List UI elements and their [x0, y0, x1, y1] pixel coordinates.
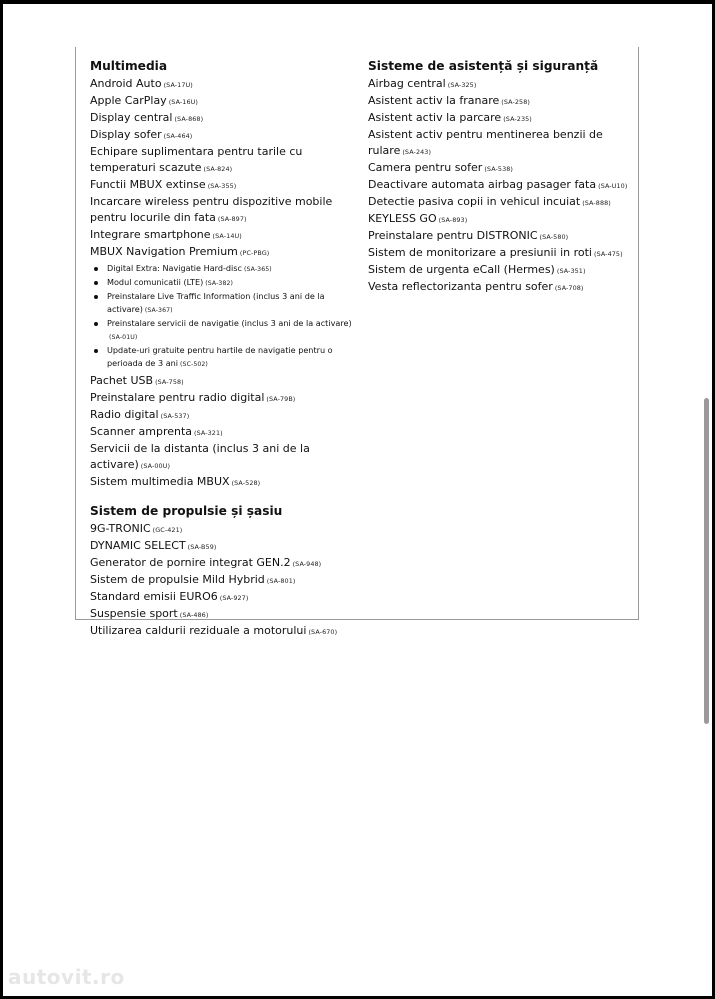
- item-code: (SA-948): [292, 560, 322, 568]
- item-label: 9G-TRONIC: [90, 522, 151, 535]
- item-code: (SA-00U): [140, 462, 171, 470]
- item-label: Utilizarea caldurii reziduale a motorului: [90, 624, 307, 637]
- list-item: [90, 623, 352, 640]
- list-item: [368, 194, 628, 211]
- list-item: [90, 144, 352, 177]
- item-code: (SA-580): [539, 233, 569, 241]
- item-code: (SA-868): [174, 115, 204, 123]
- item-code: (SA-486): [179, 611, 209, 619]
- item-label: Android Auto: [90, 77, 162, 90]
- item-label: KEYLESS GO: [368, 212, 437, 225]
- item-label: Preinstalare pentru DISTRONIC: [368, 229, 538, 242]
- item-label: Asistent activ la parcare: [368, 111, 502, 124]
- item-code: (SA-325): [447, 81, 477, 89]
- item-label: Generator de pornire integrat GEN.2: [90, 556, 291, 569]
- item-label: Sistem de monitorizare a presiunii in roti: [368, 246, 592, 259]
- watermark-logo: autovit.ro: [8, 965, 125, 989]
- list-item: [368, 127, 628, 160]
- scrollbar-thumb[interactable]: [704, 398, 709, 724]
- sub-item-code: (SC-502): [180, 361, 208, 368]
- list-item: [90, 572, 352, 589]
- list-item: [90, 521, 352, 538]
- list-item: [90, 407, 352, 424]
- item-code: (SA-927): [219, 594, 249, 602]
- item-label: Sistem de urgenta eCall (Hermes): [368, 263, 555, 276]
- item-code: (GC-421): [152, 526, 183, 534]
- item-code: (SA-893): [438, 216, 468, 224]
- item-code: (SA-708): [554, 284, 584, 292]
- sub-item-code: (SA-367): [144, 307, 173, 314]
- list-item: [90, 441, 352, 474]
- sub-item-label: Update-uri gratuite pentru hartile de navigatie pentru o perioada de 3 ani: [107, 345, 333, 368]
- item-code: (SA-258): [501, 98, 530, 106]
- item-code: (SA-16U): [168, 98, 199, 106]
- item-code: (SA-243): [402, 148, 432, 156]
- item-code: (SA-475): [593, 250, 623, 258]
- item-label: Asistent activ la franare: [368, 94, 500, 107]
- item-label: Preinstalare pentru radio digital: [90, 391, 265, 404]
- item-code: (SA-B59): [187, 543, 217, 551]
- item-label: Suspensie sport: [90, 607, 178, 620]
- item-label: Airbag central: [368, 77, 446, 90]
- list-item: [90, 244, 352, 261]
- sub-item-code: (SA-01U): [109, 334, 138, 341]
- item-code: (SA-351): [556, 267, 586, 275]
- item-code: (SA-14U): [212, 232, 242, 240]
- list-item: [90, 474, 352, 491]
- section-title: Multimedia: [90, 59, 168, 73]
- list-item: [90, 110, 352, 127]
- list-item: [90, 76, 352, 93]
- item-label: Display sofer: [90, 128, 162, 141]
- list-item: [368, 279, 628, 296]
- item-label: Integrare smartphone: [90, 228, 211, 241]
- item-code: (SA-897): [217, 215, 247, 223]
- equipment-card: [75, 47, 639, 637]
- list-item: [368, 110, 628, 127]
- list-item: [90, 390, 352, 407]
- item-code: (SA-17U): [163, 81, 193, 89]
- list-item: [90, 606, 352, 623]
- sub-list-item: [90, 317, 352, 344]
- item-label: Scanner amprenta: [90, 425, 193, 438]
- list-item: [90, 177, 352, 194]
- sub-item-code: (SA-365): [243, 266, 272, 273]
- list-item: [368, 93, 628, 110]
- item-code: (SA-758): [155, 378, 184, 386]
- item-label: Vesta reflectorizanta pentru sofer: [368, 280, 553, 293]
- item-code: (SA-538): [484, 165, 514, 173]
- sub-list-item: [90, 262, 352, 276]
- item-label: MBUX Navigation Premium: [90, 245, 238, 258]
- list-item: [368, 245, 628, 262]
- item-code: (SA-537): [160, 412, 190, 420]
- left-column: [90, 59, 352, 640]
- sub-list-item: [90, 344, 352, 371]
- section-title: Sistem de propulsie și șasiu: [90, 504, 283, 518]
- item-label: Apple CarPlay: [90, 94, 167, 107]
- list-item: [90, 555, 352, 572]
- item-label: Servicii de la distanta (inclus 3 ani de la activare): [90, 442, 310, 471]
- list-item: [90, 589, 352, 606]
- list-item: [368, 262, 628, 279]
- right-column: [368, 59, 628, 296]
- item-code: (SA-464): [163, 132, 193, 140]
- list-item: [90, 424, 352, 441]
- list-item: [90, 127, 352, 144]
- item-label: Pachet USB: [90, 374, 154, 387]
- section-title: Sisteme de asistență și siguranță: [368, 59, 599, 73]
- item-label: Deactivare automata airbag pasager fata: [368, 178, 597, 191]
- item-code: (SA-528): [231, 479, 261, 487]
- list-item: [368, 160, 628, 177]
- item-code: (SA-670): [308, 628, 338, 636]
- list-item: [90, 538, 352, 555]
- item-label: Camera pentru sofer: [368, 161, 483, 174]
- top-frame-bar: [0, 0, 715, 4]
- item-label: Sistem multimedia MBUX: [90, 475, 230, 488]
- item-code: (SA-801): [266, 577, 296, 585]
- item-code: (SA-355): [207, 182, 237, 190]
- item-code: (SA-235): [503, 115, 532, 123]
- item-label: Radio digital: [90, 408, 159, 421]
- item-label: Echipare suplimentara pentru tarile cu temperaturi scazute: [90, 145, 303, 174]
- sub-item-code: (SA-382): [205, 280, 234, 287]
- item-label: Display central: [90, 111, 173, 124]
- item-code: (SA-U10): [598, 182, 628, 190]
- item-code: (SA-824): [203, 165, 233, 173]
- list-item: [368, 211, 628, 228]
- left-frame-bar: [0, 0, 3, 999]
- list-item: [368, 228, 628, 245]
- sub-item-label: Digital Extra: Navigatie Hard-disc: [107, 263, 242, 273]
- list-item: [90, 93, 352, 110]
- list-item: [90, 194, 352, 227]
- sub-list: [90, 262, 352, 371]
- sub-item-label: Preinstalare Live Traffic Information (inclus 3 ani de la activare): [107, 291, 325, 314]
- sub-item-label: Preinstalare servicii de navigatie (inclus 3 ani de la activare): [107, 318, 352, 328]
- item-label: Sistem de propulsie Mild Hybrid: [90, 573, 265, 586]
- item-code: (PC-PBG): [239, 249, 270, 257]
- item-label: DYNAMIC SELECT: [90, 539, 186, 552]
- list-item: [368, 76, 628, 93]
- sub-item-label: Modul comunicatii (LTE): [107, 277, 204, 287]
- list-item: [90, 373, 352, 390]
- item-code: (SA-321): [194, 429, 223, 437]
- item-label: Asistent activ pentru mentinerea benzii de rulare: [368, 128, 603, 157]
- item-label: Standard emisii EURO6: [90, 590, 218, 603]
- item-label: Detectie pasiva copii in vehicul incuiat: [368, 195, 581, 208]
- item-label: Incarcare wireless pentru dispozitive mobile pentru locurile din fata: [90, 195, 333, 224]
- list-item: [90, 227, 352, 244]
- item-label: Functii MBUX extinse: [90, 178, 206, 191]
- list-item: [368, 177, 628, 194]
- item-code: (SA-79B): [266, 395, 296, 403]
- sub-list-item: [90, 290, 352, 317]
- item-code: (SA-888): [582, 199, 611, 207]
- sub-list-item: [90, 276, 352, 290]
